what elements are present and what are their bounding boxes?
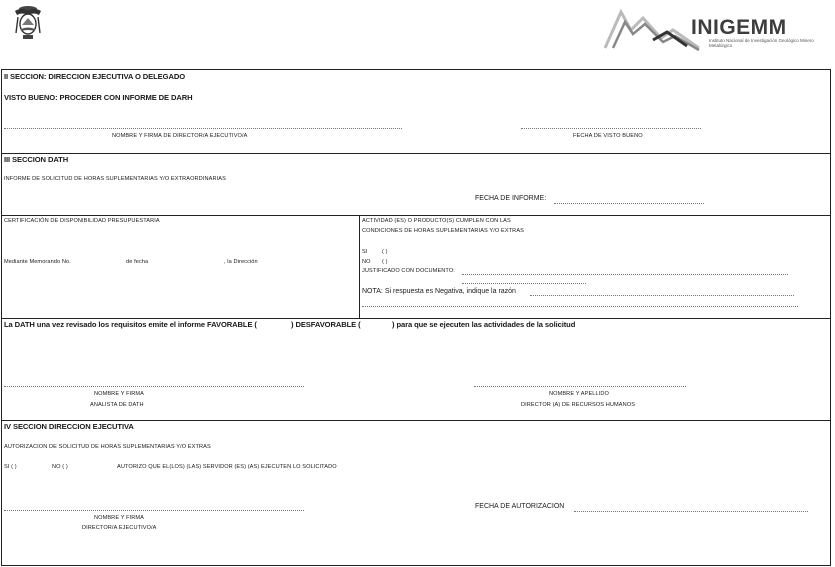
dath-review-section — [2, 319, 830, 421]
report-date-line[interactable] — [554, 203, 704, 204]
authorization-label: AUTORIZACION DE SOLICITUD DE HORAS SUPLEMENTARIAS Y/O EXTRAS — [4, 444, 211, 450]
justified-document-line[interactable] — [462, 274, 788, 275]
approval-date-line[interactable] — [521, 128, 701, 129]
justified-document-line-2[interactable] — [462, 283, 586, 284]
executive-sig-label: NOMBRE Y FIRMA — [94, 515, 144, 521]
section-iv — [2, 421, 830, 567]
no-checkbox[interactable]: ( ) — [382, 259, 388, 265]
logo-subtitle: Instituto Nacional de Investigación Geológico Minero Metalúrgico — [709, 38, 814, 48]
inigemm-logo — [603, 4, 828, 52]
activities-line-2: CONDICIONES DE HORAS SUPLEMENTARIAS Y/O EXTRAS — [362, 228, 524, 234]
auth-yes-checkbox[interactable]: SI ( ) — [4, 464, 17, 470]
dath-statement-a: La DATH una vez revisado los requisitos emite el informe FAVORABLE ( — [4, 320, 257, 329]
no-label: NO — [362, 259, 371, 265]
section-ii-title: II SECCION: DIRECCION EJECUTIVA O DELEGADO — [4, 72, 186, 81]
ecuador-coat-of-arms-icon — [12, 3, 44, 43]
overtime-request-form — [1, 69, 831, 566]
analyst-role-label: ANALISTA DE DATH — [90, 402, 144, 408]
executive-signature-line[interactable] — [4, 510, 304, 511]
hr-director-signature-line[interactable] — [474, 386, 686, 387]
note-reason-line-2[interactable] — [362, 306, 798, 307]
memo-date-label: de fecha — [126, 259, 149, 265]
report-date-label: FECHA DE INFORME: — [475, 195, 547, 202]
activities-line-1: ACTIVIDAD (ES) O PRODUCTO(S) CUMPLEN CON LAS — [362, 218, 511, 224]
analyst-sig-label: NOMBRE Y FIRMA — [94, 391, 144, 397]
authorization-text: AUTORIZO QUE EL(LOS) (LAS) SERVIDOR (ES) (AS) EJECUTEN LO SOLICITADO — [117, 464, 337, 470]
yes-label: SI — [362, 249, 368, 255]
note-reason-line[interactable] — [530, 295, 794, 296]
section-iii — [2, 154, 830, 216]
section-iv-title: IV SECCION DIRECCION EJECUTIVA — [4, 422, 134, 431]
certification-section — [2, 216, 830, 319]
yes-checkbox[interactable]: ( ) — [382, 249, 388, 255]
dath-statement-b: ) DESFAVORABLE ( — [291, 320, 361, 329]
direction-label: , la Dirección — [224, 259, 258, 265]
executive-role-label: DIRECTOR/A EJECUTIVO/A — [82, 525, 157, 531]
hr-director-role-label: DIRECTOR (A) DE RECURSOS HUMANOS — [521, 402, 636, 408]
document-header — [0, 0, 835, 68]
section-ii — [2, 70, 830, 154]
report-label: INFORME DE SOLICITUD DE HORAS SUPLEMENTARIAS Y/O EXTRAORDINARIAS — [4, 176, 226, 182]
budget-title: CERTIFICACIÓN DE DISPONIBILIDAD PRESUPUESTARIA — [4, 218, 160, 224]
section-iii-title: III SECCION DATH — [4, 155, 69, 164]
analyst-signature-line[interactable] — [4, 386, 304, 387]
director-signature-line[interactable] — [4, 128, 402, 129]
approval-date-label: FECHA DE VISTO BUENO — [573, 133, 643, 139]
negative-note: NOTA: Si respuesta es Negativa, indique la razón — [362, 288, 516, 295]
auth-no-checkbox[interactable]: NO ( ) — [52, 464, 68, 470]
approval-statement: VISTO BUENO: PROCEDER CON INFORME DE DARH — [4, 93, 193, 102]
column-divider — [359, 216, 360, 318]
authorization-date-label: FECHA DE AUTORIZACION — [475, 503, 565, 510]
director-signature-label: NOMBRE Y FIRMA DE DIRECTOR/A EJECUTIVO/A — [112, 133, 248, 139]
hr-director-name-label: NOMBRE Y APELLIDO — [549, 391, 609, 397]
justified-label: JUSTIFICADO CON DOCUMENTO: — [362, 268, 455, 274]
mountain-logo-icon — [603, 4, 703, 52]
authorization-date-line[interactable] — [574, 511, 808, 512]
dath-statement-c: ) para que se ejecuten las actividades de la solicitud — [392, 320, 576, 329]
logo-wordmark: INIGEMM — [691, 16, 787, 39]
memo-label: Mediante Memorando No. — [4, 259, 71, 265]
